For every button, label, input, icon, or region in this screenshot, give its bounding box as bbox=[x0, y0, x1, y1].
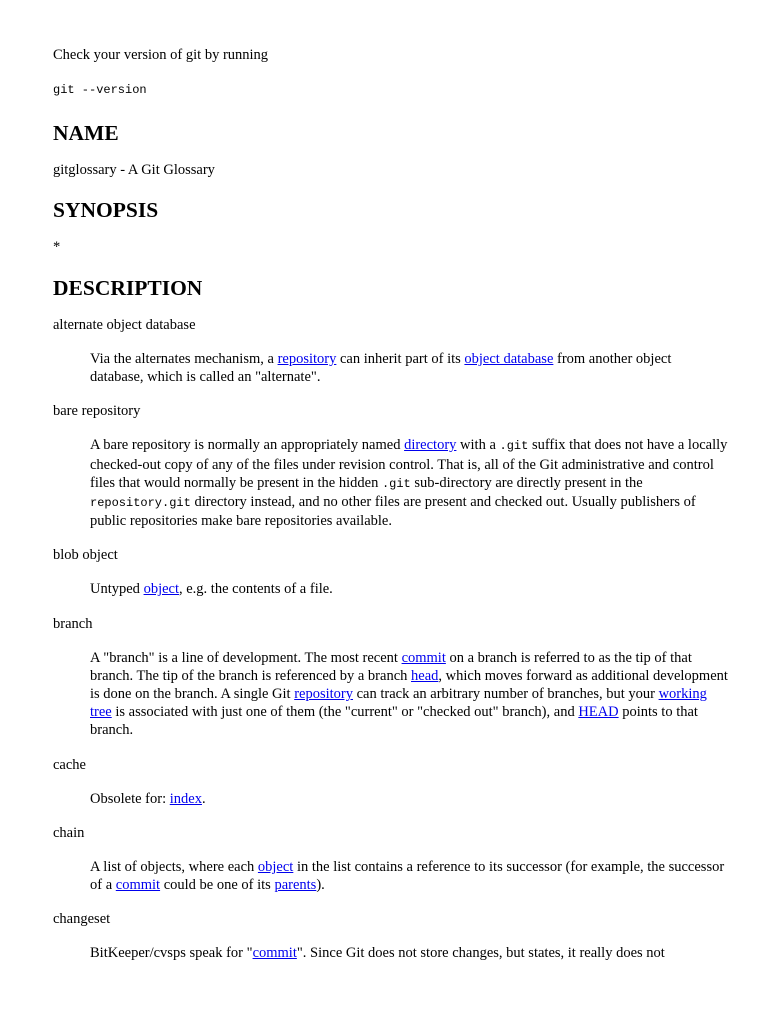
link-head-ref[interactable]: HEAD bbox=[578, 704, 619, 721]
glossary-definition bbox=[90, 649, 728, 740]
link-commit[interactable]: commit bbox=[401, 649, 446, 666]
definition-text: Untyped bbox=[90, 581, 144, 598]
name-text: gitglossary - A Git Glossary bbox=[53, 162, 215, 178]
definition-text: BitKeeper/cvsps speak for " bbox=[90, 945, 253, 962]
definition-text: could be one of its bbox=[160, 877, 275, 894]
glossary-term: branch bbox=[53, 615, 93, 632]
link-parents[interactable]: parents bbox=[274, 877, 317, 894]
link-repository[interactable]: repository bbox=[277, 351, 337, 367]
glossary-term: chain bbox=[53, 824, 85, 841]
link-commit[interactable]: commit bbox=[115, 877, 161, 894]
definition-text: in the list contains a reference to its successor (for example, the successor of a bbox=[90, 858, 725, 894]
glossary-definition bbox=[90, 350, 728, 386]
version-intro-text: Check your version of git by running bbox=[53, 47, 269, 63]
inline-code: .git bbox=[499, 439, 529, 454]
link-repository[interactable]: repository bbox=[294, 686, 353, 703]
link-object[interactable]: object bbox=[143, 581, 179, 598]
definition-text: A bare repository is normally an appropriately named bbox=[90, 437, 405, 454]
link-directory[interactable]: directory bbox=[404, 437, 457, 454]
definition-text: can inherit part of its bbox=[336, 351, 465, 367]
glossary-term: blob object bbox=[53, 547, 118, 564]
definition-text: A "branch" is a line of development. The most recent bbox=[90, 649, 402, 666]
synopsis-heading: SYNOPSIS bbox=[53, 198, 159, 222]
link-commit[interactable]: commit bbox=[252, 945, 297, 962]
glossary-term: alternate object database bbox=[53, 317, 196, 333]
synopsis-text: * bbox=[53, 239, 61, 255]
definition-text: A list of objects, where each bbox=[90, 858, 258, 875]
name-heading: NAME bbox=[53, 121, 119, 145]
definition-text: suffix that does not have a locally checked-out copy of any of the files under revision control. That is, all of the Git administrative and control files that would normally be present in the hidden bbox=[90, 437, 728, 491]
inline-code: repository.git bbox=[90, 496, 191, 511]
definition-text: , e.g. the contents of a file. bbox=[179, 581, 333, 598]
definition-text: points to that branch. bbox=[90, 704, 698, 739]
definition-text: on a branch is referred to as the tip of that branch. The tip of the branch is referenced by a branch bbox=[90, 649, 692, 684]
definition-text: with a bbox=[456, 437, 500, 454]
definition-text: , which moves forward as additional development is done on the branch. A single Git bbox=[90, 667, 728, 703]
link-object-database[interactable]: object database bbox=[464, 351, 554, 367]
definition-text: can track an arbitrary number of branches, but your bbox=[352, 686, 659, 703]
definition-text: ". Since Git does not store changes, but states, it really does not bbox=[296, 945, 665, 962]
definition-text: directory instead, and no other files are present and checked out. Usually publishers of public repositories make bare repositories available. bbox=[90, 494, 696, 530]
glossary-definition bbox=[90, 790, 728, 808]
definition-text: from another object database, which is called an "alternate". bbox=[90, 351, 672, 386]
definition-text: Via the alternates mechanism, a bbox=[90, 351, 278, 367]
link-object[interactable]: object bbox=[257, 858, 294, 875]
definition-text: is associated with just one of them (the "current" or "checked out" branch), and bbox=[111, 704, 579, 721]
glossary-list bbox=[53, 316, 728, 962]
glossary-term: bare repository bbox=[53, 403, 141, 420]
link-index[interactable]: index bbox=[169, 790, 202, 807]
link-head[interactable]: head bbox=[411, 667, 439, 684]
definition-text: ). bbox=[316, 877, 325, 894]
inline-code: .git bbox=[381, 476, 411, 491]
definition-text: Obsolete for: bbox=[90, 790, 170, 807]
definition-text: . bbox=[201, 790, 206, 807]
description-heading: DESCRIPTION bbox=[53, 276, 203, 300]
glossary-definition bbox=[90, 858, 728, 894]
version-command: git --version bbox=[53, 83, 147, 97]
glossary-term: changeset bbox=[53, 911, 111, 928]
glossary-definition bbox=[90, 580, 728, 598]
glossary-definition bbox=[90, 944, 728, 962]
glossary-term: cache bbox=[53, 756, 86, 773]
glossary-definition bbox=[90, 436, 728, 530]
link-working-tree[interactable]: working tree bbox=[90, 686, 707, 721]
definition-text: sub-directory are directly present in the bbox=[410, 474, 643, 491]
